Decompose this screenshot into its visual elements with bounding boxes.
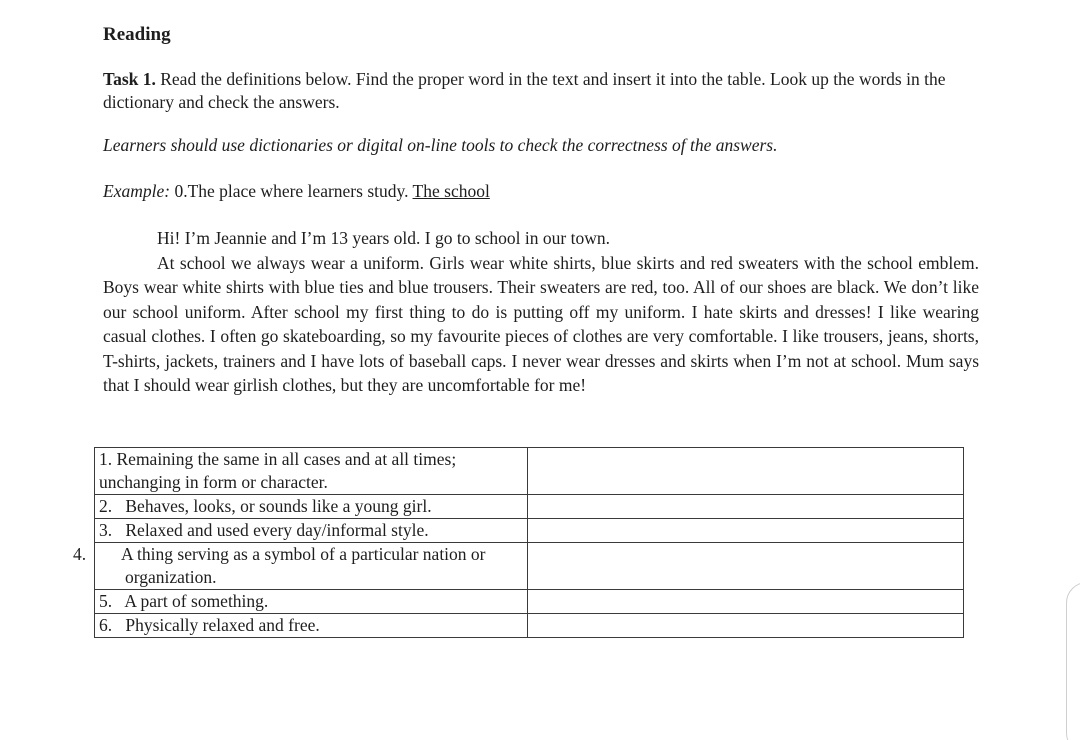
table-row (95, 495, 964, 519)
reading-paragraph-1: Hi! I’m Jeannie and I’m 13 years old. I go to school in our town. (157, 228, 610, 248)
definition-number: 4. (73, 544, 87, 564)
definitions-table (73, 447, 964, 638)
definition-cell (95, 614, 528, 638)
definition-cell (95, 448, 528, 495)
example-line (103, 181, 490, 202)
task-text: Read the definitions below. Find the proper word in the text and insert it into the table. Look up the words in the dictionary and check the answers. (103, 69, 946, 112)
definition-text: Relaxed and used every day/informal style. (125, 520, 429, 540)
definition-hanging-line (73, 543, 523, 589)
answer-cell[interactable] (528, 495, 964, 519)
definition-number: 1. (99, 449, 113, 469)
answer-cell[interactable] (528, 614, 964, 638)
answer-cell[interactable] (528, 519, 964, 543)
reading-text (103, 226, 979, 398)
section-heading: Reading (103, 24, 171, 45)
task-instructions (103, 68, 983, 114)
answer-cell[interactable] (528, 590, 964, 614)
definition-text: A part of something. (124, 591, 269, 611)
definition-number: 3. (99, 520, 113, 540)
table-row (95, 614, 964, 638)
definition-number: 2. (99, 496, 113, 516)
example-label: Example: (103, 181, 171, 201)
table-row (95, 590, 964, 614)
definition-cell (95, 495, 528, 519)
definition-cell (73, 543, 528, 590)
definition-number: 6. (99, 615, 113, 635)
definition-text: Physically relaxed and free. (125, 615, 320, 635)
answer-cell[interactable] (528, 543, 964, 590)
example-text: 0.The place where learners study. (174, 181, 409, 201)
floating-button-edge[interactable] (1066, 582, 1080, 740)
definition-text: A thing serving as a symbol of a particular nation or organization. (121, 544, 486, 587)
table-row (95, 519, 964, 543)
definition-text: Behaves, looks, or sounds like a young girl. (125, 496, 432, 516)
definition-cell (95, 590, 528, 614)
table-row (95, 448, 964, 495)
definition-text: Remaining the same in all cases and at all times; unchanging in form or character. (99, 449, 457, 492)
teacher-note: Learners should use dictionaries or digital on-line tools to check the correctness of the answers. (103, 135, 778, 155)
answer-cell[interactable] (528, 448, 964, 495)
example-answer: The school (412, 181, 490, 201)
reading-paragraph-2: At school we always wear a uniform. Girls wear white shirts, blue skirts and red sweaters with the school emblem. Boys wear white shirts with blue ties and blue trousers. Their sweaters are red, too. All of our shoes are black. We don’t like our school uniform. After school my first thing to do is putting off my uniform. I hate skirts and dresses! I like wearing casual clothes. I often go skateboarding, so my favourite pieces of clothes are very comfortable. I like trousers, jeans, shorts, T-shirts, jackets, trainers and I have lots of baseball caps. I never wear dresses and skirts when I’m not at school. Mum says that I should wear girlish clothes, but they are uncomfortable for me! (103, 252, 979, 395)
definition-cell (95, 519, 528, 543)
task-label: Task 1. (103, 69, 156, 89)
table-row (95, 543, 964, 590)
definition-number: 5. (99, 591, 113, 611)
